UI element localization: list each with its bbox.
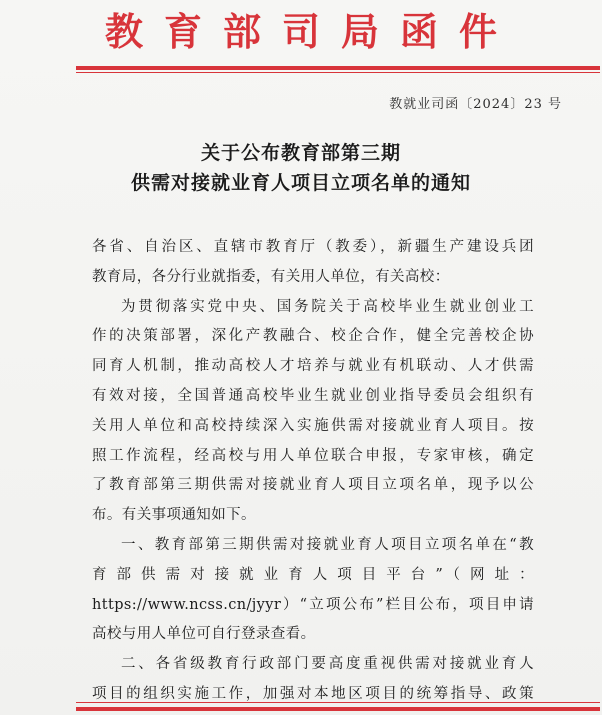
body-line-addressee-2: 教育局，各分行业就指委，有关用人单位，有关高校：: [92, 268, 450, 285]
body-line-intro-3: 同育人机制，推动高校人才培养与就业有机联动、人才供需: [92, 358, 534, 375]
body-line-item1-3: https://www.ncss.cn/jyyr）“立项公布”栏目公布，项目申请: [92, 596, 534, 613]
body-line-intro-7: 了教育部第三期供需对接就业育人项目立项名单，现予以公: [92, 477, 534, 494]
body-line-intro-2: 作的决策部署，深化产教融合、校企合作，健全完善校企协: [92, 328, 534, 345]
body-line-item1-1: 一、教育部第三期供需对接就业育人项目立项名单在“教: [121, 536, 534, 553]
footer-rule-thick: [76, 707, 600, 711]
body-line-intro-6: 照工作流程，经高校与用人单位联合申报，专家审核，确定: [92, 447, 534, 464]
body-line-addressee-1: 各省、自治区、直辖市教育厅（教委），新疆生产建设兵团: [92, 239, 534, 255]
body-line-item1-2: 育部供需对接就业育人项目平台”（网址：: [92, 566, 534, 583]
masthead-rule-thin: [76, 72, 600, 73]
body-line-item2-2: 项目的组织实施工作，加强对本地区项目的统筹指导、政策: [92, 685, 534, 702]
masthead-title: 教育部司局函件: [104, 10, 518, 54]
notice-title-line-1: 关于公布教育部第三期: [200, 142, 401, 164]
body-line-intro-8: 布。有关事项通知如下。: [92, 507, 256, 524]
document-number: 教就业司函〔2024〕23 号: [389, 97, 562, 112]
notice-body: [92, 233, 534, 710]
body-line-intro-4: 有效对接，全国普通高校毕业生就业创业指导委员会组织有: [92, 387, 534, 404]
body-line-intro-1: 为贯彻落实党中央、国务院关于高校毕业生就业创业工: [121, 298, 534, 315]
body-line-item2-1: 二、各省级教育行政部门要高度重视供需对接就业育人: [121, 656, 534, 673]
body-line-intro-5: 关用人单位和高校持续深入实施供需对接就业育人项目。按: [92, 417, 534, 434]
footer-rule-thin: [76, 702, 600, 703]
notice-title-line-2: 供需对接就业育人项目立项名单的通知: [130, 172, 471, 194]
body-line-item1-4: 高校与用人单位可自行登录查看。: [92, 626, 316, 643]
masthead-rule-thick: [76, 66, 600, 70]
